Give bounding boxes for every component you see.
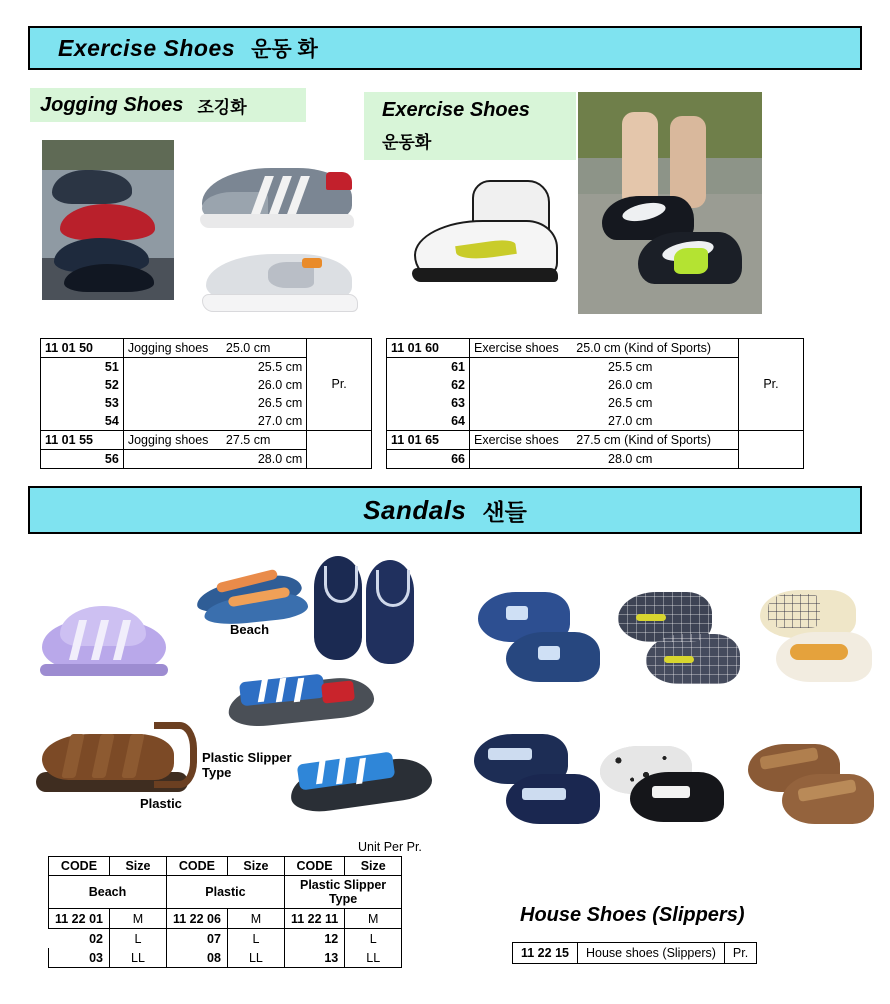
subheading-jogging-kr: 조깅화 [197,97,247,117]
unit-per-note: Unit Per Pr. [358,840,422,854]
photo-jogging-shoes-collage [42,140,174,300]
table-row [49,929,402,949]
cell-description: 27.0 cm [123,412,306,431]
subheading-exercise-kr: 운동화 [382,133,432,152]
cell-unit [739,431,804,469]
caption-beach: Beach [230,622,270,637]
cell-description: 26.0 cm [470,376,739,394]
cell-unit: Pr. [307,339,372,431]
photo-sandal-beach-orange [194,552,314,632]
cell-code: 53 [41,394,124,412]
photo-house-shoes-brown-leather [748,726,878,830]
photo-house-shoes-navy-pair [478,586,604,690]
group-label-plastic-slipper-type [284,876,401,909]
section-banner-sandals [28,486,862,534]
caption-plastic: Plastic [140,796,182,811]
photo-plastic-slipper-blue [288,742,438,824]
cell-code: 11 01 55 [41,431,124,450]
cell-size-beach: L [109,929,166,949]
caption-line-1: Plastic Slipper [202,750,292,765]
cell-unit: Pr. [724,943,756,964]
photo-house-shoes-navy-logo [474,726,602,830]
cell-code: 66 [387,450,470,469]
cell-code-beach: 02 [89,931,103,946]
table-house-shoes [512,942,757,964]
header-code-beach: CODE [49,857,110,876]
cell-size-pst: M [345,909,402,929]
banner-title-kr: 운동 화 [251,38,318,61]
photo-house-shoes-plaid-dark [618,586,744,690]
cell-description: 26.0 cm [123,376,306,394]
photo-house-shoes-cream-plaid [760,586,878,690]
cell-code: 54 [41,412,124,431]
cell-code-beach: 11 22 01 [49,909,110,929]
photo-plastic-slipper-red-blue [226,664,380,732]
cell-code-beach: 03 [49,948,110,968]
heading-house-shoes: House Shoes (Slippers) [520,904,745,926]
cell-code: 63 [387,394,470,412]
banner-title-kr: 샌들 [482,498,527,525]
cell-code: 51 [41,358,124,377]
cell-size-beach: LL [109,948,166,968]
cell-code: 56 [41,450,124,469]
cell-code: 11 22 15 [513,943,578,964]
table-row [387,339,804,358]
cell-size-plastic: M [227,909,284,929]
group-label-line-2: Type [328,892,358,906]
group-label-plastic: Plastic [166,876,284,909]
subheading-jogging-en: Jogging Shoes [40,93,184,116]
header-size-plastic: Size [227,857,284,876]
table-row [513,943,757,964]
cell-size-pst: LL [345,948,402,968]
cell-code-plastic: 11 22 06 [166,909,227,929]
subheading-exercise-shoes [364,92,576,160]
photo-jogging-shoe-grey [196,150,362,240]
cell-description: 27.0 cm [470,412,739,431]
cell-description: Exercise shoes 25.0 cm (Kind of Sports) [470,339,739,358]
cell-code: 11 01 60 [387,339,470,358]
cell-description: 26.5 cm [470,394,739,412]
cell-code: 11 01 65 [387,431,470,450]
banner-title-en: Sandals [363,494,467,525]
cell-size-plastic: L [227,929,284,949]
cell-code: 52 [41,376,124,394]
cell-unit: Pr. [739,339,804,431]
header-size-beach: Size [109,857,166,876]
cell-code-plastic: 07 [166,929,227,949]
table-group-row [49,876,402,909]
section-banner-exercise-shoes [28,26,862,70]
table-row [41,431,372,450]
cell-description: Jogging shoes 27.5 cm [123,431,306,450]
table-row [49,948,402,968]
header-size-pst: Size [345,857,402,876]
photo-exercise-shoe-hightop [404,176,570,304]
cell-code-pst: 12 [284,929,344,949]
group-label-line-1: Plastic Slipper [300,878,387,892]
photo-sandal-purple-plastic [34,590,184,694]
banner-title-en: Exercise Shoes [58,34,236,61]
table-row [49,909,402,929]
cell-size-plastic: LL [227,948,284,968]
header-code-pst: CODE [284,857,344,876]
cell-description: 25.5 cm [470,358,739,377]
cell-description: Exercise shoes 27.5 cm (Kind of Sports) [470,431,739,450]
table-row [387,431,804,450]
cell-code: 62 [387,376,470,394]
caption-plastic-slipper-type [202,750,292,780]
cell-code-pst: 11 22 11 [284,909,344,929]
table-row [41,339,372,358]
cell-code: 64 [387,412,470,431]
cell-code-pst: 13 [284,948,344,968]
table-sandals [48,856,402,968]
cell-description: 28.0 cm [470,450,739,469]
cell-code: 11 01 50 [41,339,124,358]
subheading-jogging-shoes [30,88,306,122]
cell-code-plastic: 08 [166,948,227,968]
caption-line-2: Type [202,765,232,780]
cell-unit [307,431,372,469]
subheading-exercise-en: Exercise Shoes [382,99,530,121]
cell-description: 25.5 cm [123,358,306,377]
cell-description: 26.5 cm [123,394,306,412]
table-exercise-shoes [386,338,804,469]
cell-size-pst: L [345,929,402,949]
cell-size-beach: M [109,909,166,929]
table-header-row [49,857,402,876]
group-label-beach: Beach [49,876,167,909]
photo-exercise-shoes-running [578,92,762,314]
photo-jogging-shoe-white [198,240,364,320]
cell-code: 61 [387,358,470,377]
photo-house-shoes-black-white [600,726,732,830]
table-jogging-shoes [40,338,372,469]
cell-description: House shoes (Slippers) [577,943,724,964]
photo-sandal-beach-navy [312,552,418,670]
header-code-plastic: CODE [166,857,227,876]
cell-description: 28.0 cm [123,450,306,469]
cell-description: Jogging shoes 25.0 cm [123,339,306,358]
